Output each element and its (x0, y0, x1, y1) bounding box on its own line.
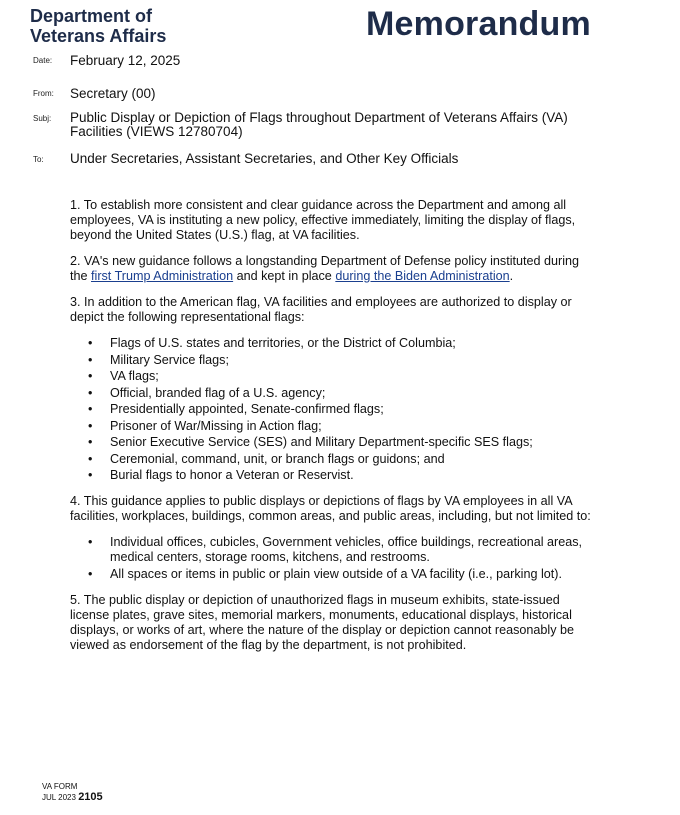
agency-line-2: Veterans Affairs (30, 26, 167, 46)
subj-line-2: Facilities (VIEWS 12780704) (70, 124, 243, 139)
list-item: • Presidentially appointed, Senate-confirmed flags; (88, 402, 384, 416)
bullet-icon: • (88, 402, 93, 416)
authorized-flags-list (70, 336, 600, 483)
agency-name (30, 6, 166, 46)
list-item: • Flags of U.S. states and territories, or the District of Columbia; (88, 336, 456, 350)
list-item: • Ceremonial, command, unit, or branch flags or guidons; and (88, 451, 445, 466)
paragraph-2-text-a: 2. VA's new guidance follows a longstanding Department of Defense policy instituted during the (70, 254, 580, 283)
list-item: • All spaces or items in public or plain view outside of a VA facility (i.e., parking lot). (88, 566, 562, 581)
list-item: • VA flags; (88, 369, 159, 383)
paragraph-2-text-c: . (509, 269, 514, 283)
agency-line-1: Department of (30, 6, 153, 26)
form-date-number (42, 792, 103, 803)
from-value: Secretary (00) (70, 86, 156, 101)
list-item: • Official, branded flag of a U.S. agency; (88, 385, 326, 400)
bullet-icon: • (88, 369, 93, 383)
bullet-icon: • (88, 385, 93, 400)
bullet-icon: • (88, 435, 93, 449)
bullet-icon: • (88, 352, 93, 367)
list-item: • Burial flags to honor a Veteran or Reservist. (88, 468, 354, 482)
biden-administration-link[interactable]: during the Biden Administration (335, 269, 510, 283)
subj-line-1: Public Display or Depiction of Flags throughout Department of Veterans Affairs (VA) (70, 110, 568, 125)
paragraph-4: 4. This guidance applies to public displays or depictions of flags by VA employees in all VA facilities, workplaces, buildings, common areas, and public areas, including, but not limited to: (70, 494, 591, 523)
date-label: Date: (33, 56, 53, 65)
subj-label: Subj: (33, 114, 52, 123)
bullet-icon: • (88, 535, 93, 549)
bullet-icon: • (88, 336, 93, 350)
paragraph-2 (70, 254, 600, 284)
list-item: • Senior Executive Service (SES) and Military Department-specific SES flags; (88, 435, 533, 449)
first-trump-administration-link[interactable]: first Trump Administration (91, 269, 234, 283)
bullet-icon: • (88, 566, 93, 581)
paragraph-5: 5. The public display or depiction of unauthorized flags in museum exhibits, state-issued license plates, grave sites, memorial markers, monuments, educational displays, historical displays, or works of art, where the nature of the display or depiction cannot reasonably be viewed as endorsement of the flag by the department, is not prohibited. (70, 592, 575, 652)
form-number: 2105 (78, 791, 103, 803)
from-label: From: (33, 89, 54, 98)
memo-body (70, 198, 600, 664)
form-identifier (42, 781, 103, 803)
bullet-icon: • (88, 468, 93, 482)
form-label: VA FORM (42, 782, 78, 791)
date-value: February 12, 2025 (70, 53, 181, 68)
list-item: • Military Service flags; (88, 352, 229, 367)
applicable-spaces-list (70, 535, 600, 582)
to-value: Under Secretaries, Assistant Secretaries, and Other Key Officials (70, 151, 459, 166)
memo-title: Memorandum (366, 5, 591, 43)
to-label: To: (33, 155, 44, 164)
paragraph-1: 1. To establish more consistent and clear guidance across the Department and among all employees, VA is instituting a new policy, effective immediately, limiting the display of flags, beyond the United States (U.S.) flag, at VA facilities. (70, 198, 576, 242)
paragraph-3: 3. In addition to the American flag, VA facilities and employees are authorized to display or depict the following representational flags: (70, 295, 572, 324)
bullet-icon: • (88, 418, 93, 433)
bullet-icon: • (88, 451, 93, 466)
list-item: • Prisoner of War/Missing in Action flag; (88, 418, 322, 433)
paragraph-2-text-b: and kept in place (233, 269, 336, 283)
subj-value (70, 111, 630, 139)
list-item: • Individual offices, cubicles, Government vehicles, office buildings, recreational areas, medical centers, storage rooms, kitchens, and restrooms. (88, 535, 583, 564)
form-date: JUL 2023 (42, 793, 76, 802)
